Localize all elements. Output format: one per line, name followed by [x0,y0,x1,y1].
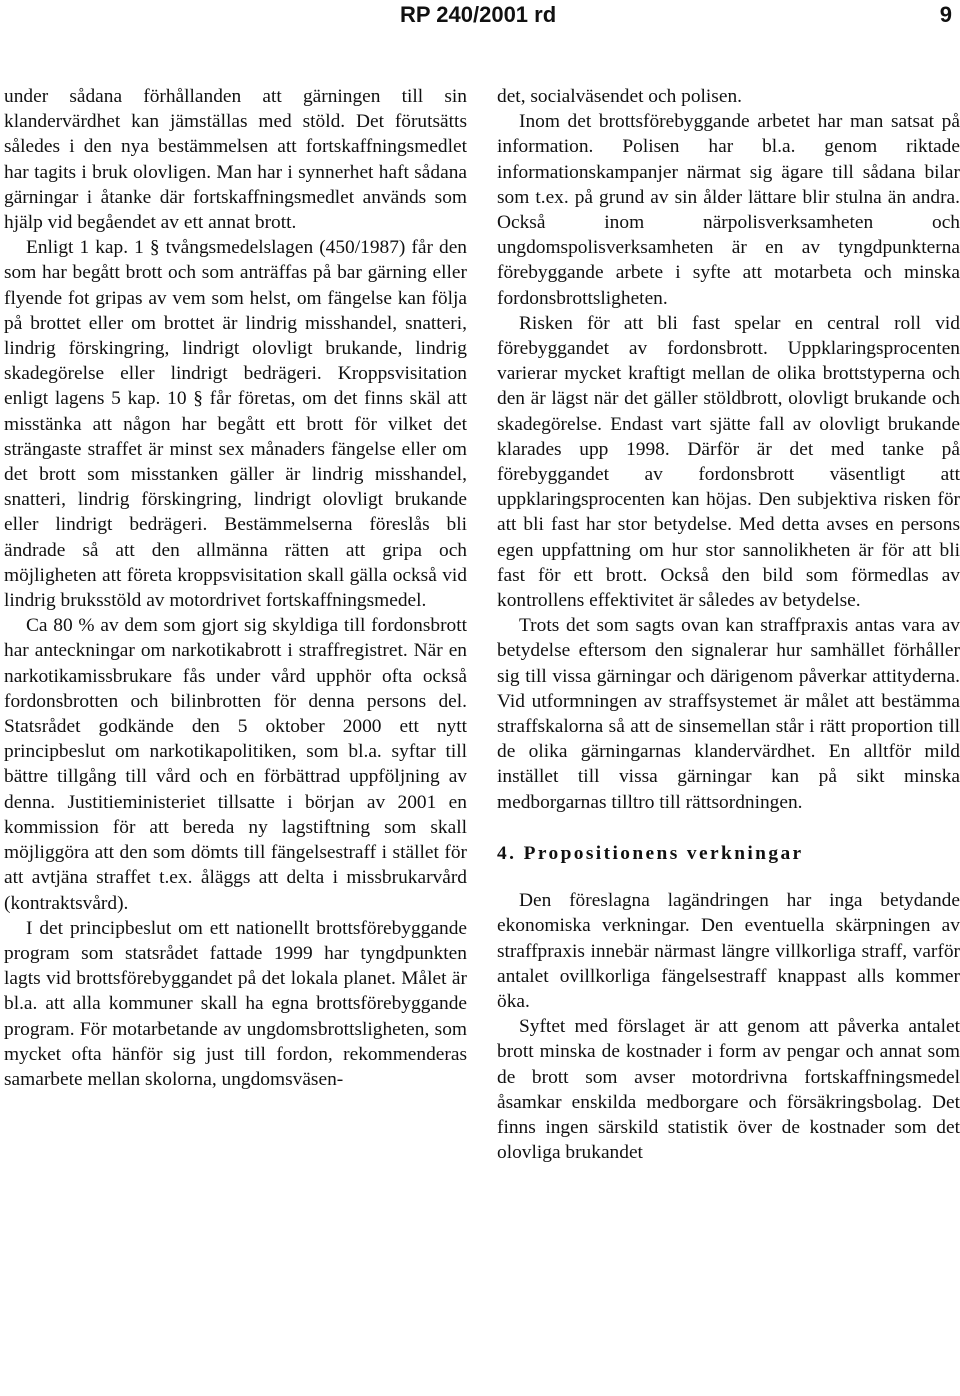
document-id: RP 240/2001 rd [400,2,557,27]
paragraph: Trots det som sagts ovan kan straffpraxis antas vara av betydelse eftersom den signalerar hur samhället förhåller sig till vissa gärningar och därigenom påverkar attityderna. Vid utformningen av straffsystemet är målet att bestämma straffskalorna så att de sinsemellan står i rätt proportion till de olika gärningarnas klandervärdhet. En alltför mild instället till vissa gärningar kan på sikt minska medborgarnas tilltro till rättsordningen. [497,615,960,813]
paragraph: Syftet med förslaget är att genom att påverka antalet brott minska de kostnader i form av pengar och annat som de brott som avser motordrivna fortskaffningsmedel åsamkar enskilda medborgare och försäkringsbolag. Det finns ingen särskild statistik över de kostnader som det olovliga brukandet [497,1016,960,1164]
section-heading: 4. Propositionens verkningar [497,842,804,864]
paragraph: Inom det brottsförebyggande arbetet har man satsat på information. Polisen har bl.a. genom riktade informationskampanjer närmat sig ägare till sådana bilar som t.ex. på grund av sin ålder lättare blir stulna än andra. Också inom närpolisverksamheten och ungdomspolisverksamheten är en av tyngdpunkterna förebyggande arbete i syfte att motarbeta och minska fordonsbrottsligheten. [497,111,960,309]
paragraph: det, socialväsendet och polisen. [497,86,743,107]
page-number: 9 [939,2,952,27]
paragraph: Ca 80 % av dem som gjort sig skyldiga till fordonsbrott har anteckningar om narkotikabrott i straffregistret. När en narkotikamissbrukare fås under vård upphör ofta också fordonsbrotten och bilinbrotten för denna persons del. Statsrådet godkände den 5 oktober 2000 ett nytt principbeslut om narkotikapolitiken, som bl.a. syftar till bättre tillgång till vård och en förbättrad uppföljning av denna. Justitieministeriet tillsatte i början av 2001 en kommission för att bereda ny lagstiftning som skall möjliggöra att den som dömts till fängelsestraff i stället för att avtjäna straffet t.ex. åläggs att delta i missbrukarvård (kontraktsvård). [4,615,467,914]
paragraph: I det principbeslut om ett nationellt brottsförebyggande program som statsrådet fattade 1999 har tyngdpunkten lagts vid brottsförebyggandet på det lokala planet. Målet är bl.a. att alla kommuner skall ha egna brottsförebyggande program. För motarbetande av ungdomsbrottsligheten, som mycket ofta hänför sig just till fordon, rekommenderas samarbete mellan skolorna, ungdomsväsen- [4,917,467,1090]
paragraph: Risken för att bli fast spelar en central roll vid förebyggandet av fordonsbrott. Uppklaringsprocenten varierar mycket kraftigt mellan de olika brottstyperna och den är lägst när det gäller stöldbrott, olovligt brukande och skadegörelse. Endast vart sjätte fall av olovligt brukande klarades upp 1998. Därför är det med tanke på förebyggandet av fordonsbrott väsentligt att uppklaringsprocenten kan höjas. Den subjektiva risken för att bli fast har stor betydelse. Med detta avses en persons egen uppfattning om hur stor sannolikheten är för att bli fast för ett brott. Också den bild som förmedlas av kontrollens effektivitet är således av betydelse. [497,312,960,612]
paragraph: under sådana förhållanden att gärningen till sin klandervärdhet kan jämställas med stöld. Det förutsätts således i den nya bestämmelsen att fortskaffningsmedlet har tagits i bruk olovligen. Man har i synnerhet haft sådana gärningar i åtanke där fortskaffningsmedlet används som hjälp vid begåendet av ett annat brott. [4,86,467,234]
right-column [497,84,960,1165]
left-column [4,84,467,1092]
paragraph: Enligt 1 kap. 1 § tvångsmedelslagen (450/1987) får den som har begått brott och som anträffas på bar gärning eller flyende fot gripas av vem som helst, om fängelse kan följa på brottet eller om brottet är lindrig misshandel, snatteri, lindrig förskingring, lindrigt olovligt brukande, lindrig skadegörelse eller lindrigt bedrägeri. Kroppsvisitation enligt lagens 5 kap. 10 § får företas, om det finns skäl att misstänka att någon har begått ett brott för vilket det strängaste straffet är minst sex månaders fängelse eller om det brott som misstanken gäller är lindrig misshandel, snatteri, lindrig förskingring, lindrigt olovligt brukande eller lindrigt bedrägeri. Bestämmelserna föreslås bli ändrade så att den allmänna rätten att gripa och möjligheten att företa kroppsvisitation skall gälla också vid lindrig bruksstöld av motordrivet fortskaffningsmedel. [4,237,467,612]
paragraph: Den föreslagna lagändringen har inga betydande ekonomiska verkningar. Den eventuella skärpningen av straffpraxis innebär närmast längre villkorliga straff, varför antalet ovillkorliga fängelsestraff knappast alls kommer öka. [497,890,960,1012]
page-header [12,2,952,32]
